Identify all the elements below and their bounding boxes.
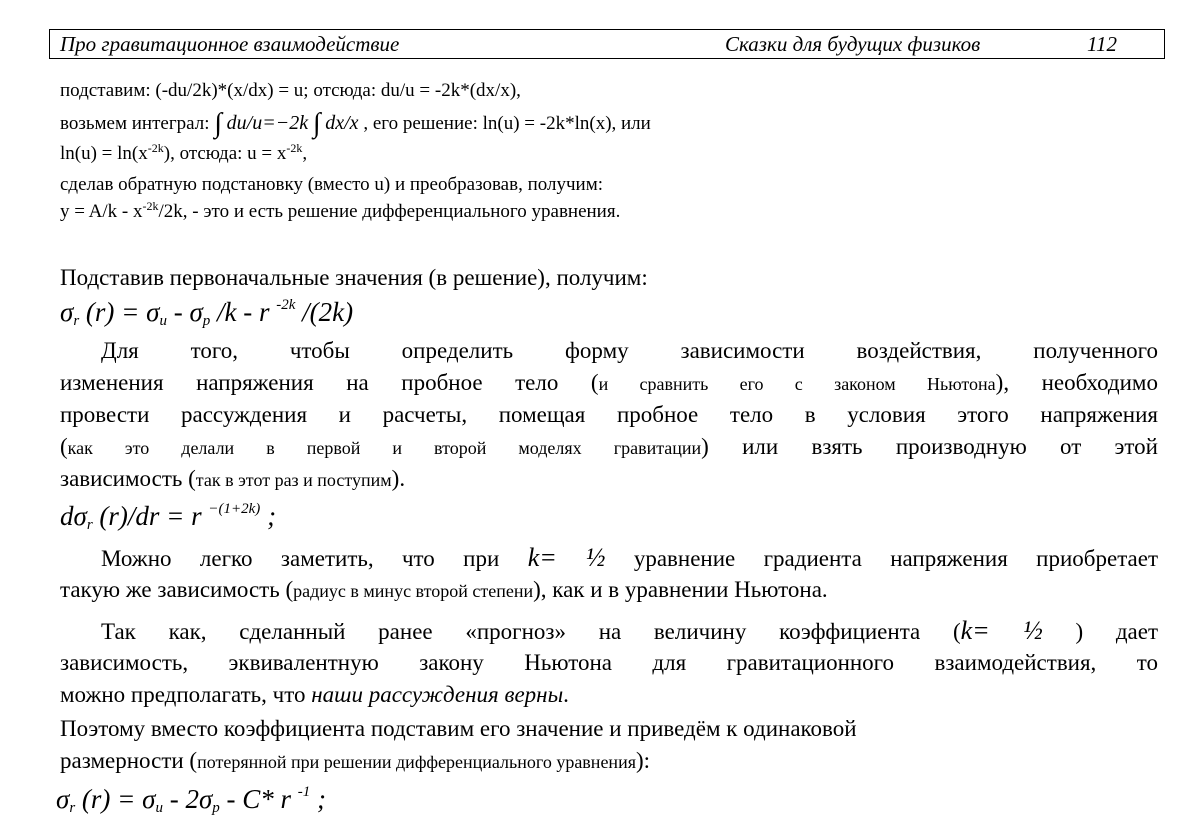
derivation-line-2 <box>60 108 651 140</box>
integral-expression: dx/x <box>325 112 359 134</box>
formula-exponent: −(1+2k) <box>208 501 261 517</box>
formula-sigma-r <box>60 297 353 328</box>
paragraph-line: Для того, чтобы определить форму зависимости воздействия, полученного <box>101 338 1158 363</box>
paragraph-line <box>60 542 1158 575</box>
formula-subscript: p <box>202 313 211 329</box>
paragraph-line <box>60 745 1158 778</box>
formula-part: /k - r <box>210 297 277 327</box>
derivation-line-1: подставим: (-du/2k)*(x/dx) = u; отсюда: du/u = -2k*(dx/x), <box>60 80 521 101</box>
exponent: -2k <box>147 141 164 155</box>
text-run-small: так в этот раз и поступим <box>195 470 392 490</box>
formula-exponent: -2k <box>276 297 296 313</box>
formula-part: /(2k) <box>295 297 354 327</box>
formula-part: (r) = σ <box>75 784 156 814</box>
text-run: уравнение градиента напряжения приобретает <box>633 546 1159 571</box>
emphasis-text: наши рассуждения верны <box>311 682 564 707</box>
formula-part: - 2σ <box>162 784 213 814</box>
formula-derivative <box>60 501 276 532</box>
text-run: ( <box>60 434 68 459</box>
text-run: Так как, сделанный ранее «прогноз» на величину коэффициента ( <box>101 619 961 644</box>
derivation-line-5 <box>60 201 620 223</box>
paragraph-line: Поэтому вместо коэффициента подставим его значение и приведём к одинаковой <box>60 716 857 741</box>
formula-sigma-r-final <box>56 784 326 815</box>
text-run-small: и сравнить его с законом Ньютона <box>598 374 996 394</box>
text-run: , <box>302 143 308 164</box>
text-run-small: радиус в минус второй степени <box>293 581 534 601</box>
text-run: ), необходимо <box>995 370 1158 395</box>
text-run-small: потерянной при решении дифференциального уравнения <box>197 752 636 772</box>
text-run: ), как и в уравнении Ньютона. <box>533 577 828 602</box>
text-run: Можно легко заметить, что при <box>101 546 500 571</box>
formula-part: dσ <box>60 501 87 531</box>
header-book-title: Сказки для будущих физиков <box>725 32 981 56</box>
page-number: 112 <box>1087 32 1117 56</box>
formula-subscript: p <box>212 800 220 816</box>
formula-subscript: r <box>69 800 76 816</box>
formula-exponent: -1 <box>297 784 311 800</box>
paragraph-line <box>60 367 1158 400</box>
integral-sign: ∫ <box>214 108 222 139</box>
header-chapter-title: Про гравитационное взаимодействие <box>60 32 400 56</box>
derivation-line-4: сделав обратную подстановку (вместо u) и преобразовав, получим: <box>60 174 604 195</box>
text-run: изменения напряжения на пробное тело ( <box>60 370 599 395</box>
text-run: y = A/k - x <box>60 201 143 222</box>
text-run: ) дает <box>1075 619 1158 644</box>
formula-part: - C* r <box>219 784 298 814</box>
coefficient-value: k= ½ <box>960 616 1043 645</box>
paragraph-line: зависимость, эквивалентную закону Ньютона для гравитационного взаимодействия, то <box>60 650 1158 675</box>
paragraph-line <box>60 431 1158 464</box>
paragraph-line <box>60 463 1158 496</box>
page-header <box>49 29 1165 59</box>
exponent: -2k <box>142 199 159 213</box>
formula-part: ; <box>310 784 327 814</box>
text-run: . <box>563 682 569 707</box>
formula-part: - σ <box>166 297 203 327</box>
paragraph-line <box>60 679 1158 711</box>
text-run: ): <box>635 748 651 773</box>
text-run-small: как это делали в первой и второй моделях гравитации <box>67 438 702 458</box>
integral-intro-text: возьмем интеграл: <box>60 113 210 134</box>
text-run: ln(u) = ln(x <box>60 143 148 164</box>
paragraph-line: провести рассуждения и расчеты, помещая пробное тело в условия этого напряжения <box>60 402 1158 427</box>
formula-subscript: u <box>159 313 167 329</box>
formula-part: (r) = σ <box>79 297 160 327</box>
formula-part: σ <box>56 784 70 814</box>
integral-sign: ∫ <box>312 108 321 139</box>
coefficient-value: k= ½ <box>527 543 606 572</box>
text-run: ), отсюда: u = x <box>163 143 287 164</box>
text-run: можно предполагать, что <box>60 682 306 707</box>
text-run: зависимость ( <box>60 466 196 491</box>
derivation-line-3 <box>60 143 307 165</box>
paragraph-substitution: Подставив первоначальные значения (в решение), получим: <box>60 265 648 290</box>
integral-expression: du/u=−2k <box>226 112 309 134</box>
text-run: такую же зависимость ( <box>60 577 294 602</box>
text-run: размерности ( <box>60 748 198 773</box>
exponent: -2k <box>286 141 303 155</box>
formula-part: σ <box>60 297 74 327</box>
text-run: ) или взять производную от этой <box>701 434 1158 459</box>
integral-solution-text: , его решение: ln(u) = -2k*ln(x), или <box>363 113 651 134</box>
formula-subscript: r <box>73 313 80 329</box>
formula-part: ; <box>260 501 277 531</box>
formula-subscript: r <box>86 517 93 533</box>
text-run: /2k, - это и есть решение дифференциального уравнения. <box>158 201 621 222</box>
text-run: ). <box>391 466 406 491</box>
paragraph-line <box>60 574 1158 607</box>
formula-subscript: u <box>155 800 163 816</box>
formula-part: (r)/dr = r <box>92 501 209 531</box>
paragraph-line <box>60 615 1158 648</box>
